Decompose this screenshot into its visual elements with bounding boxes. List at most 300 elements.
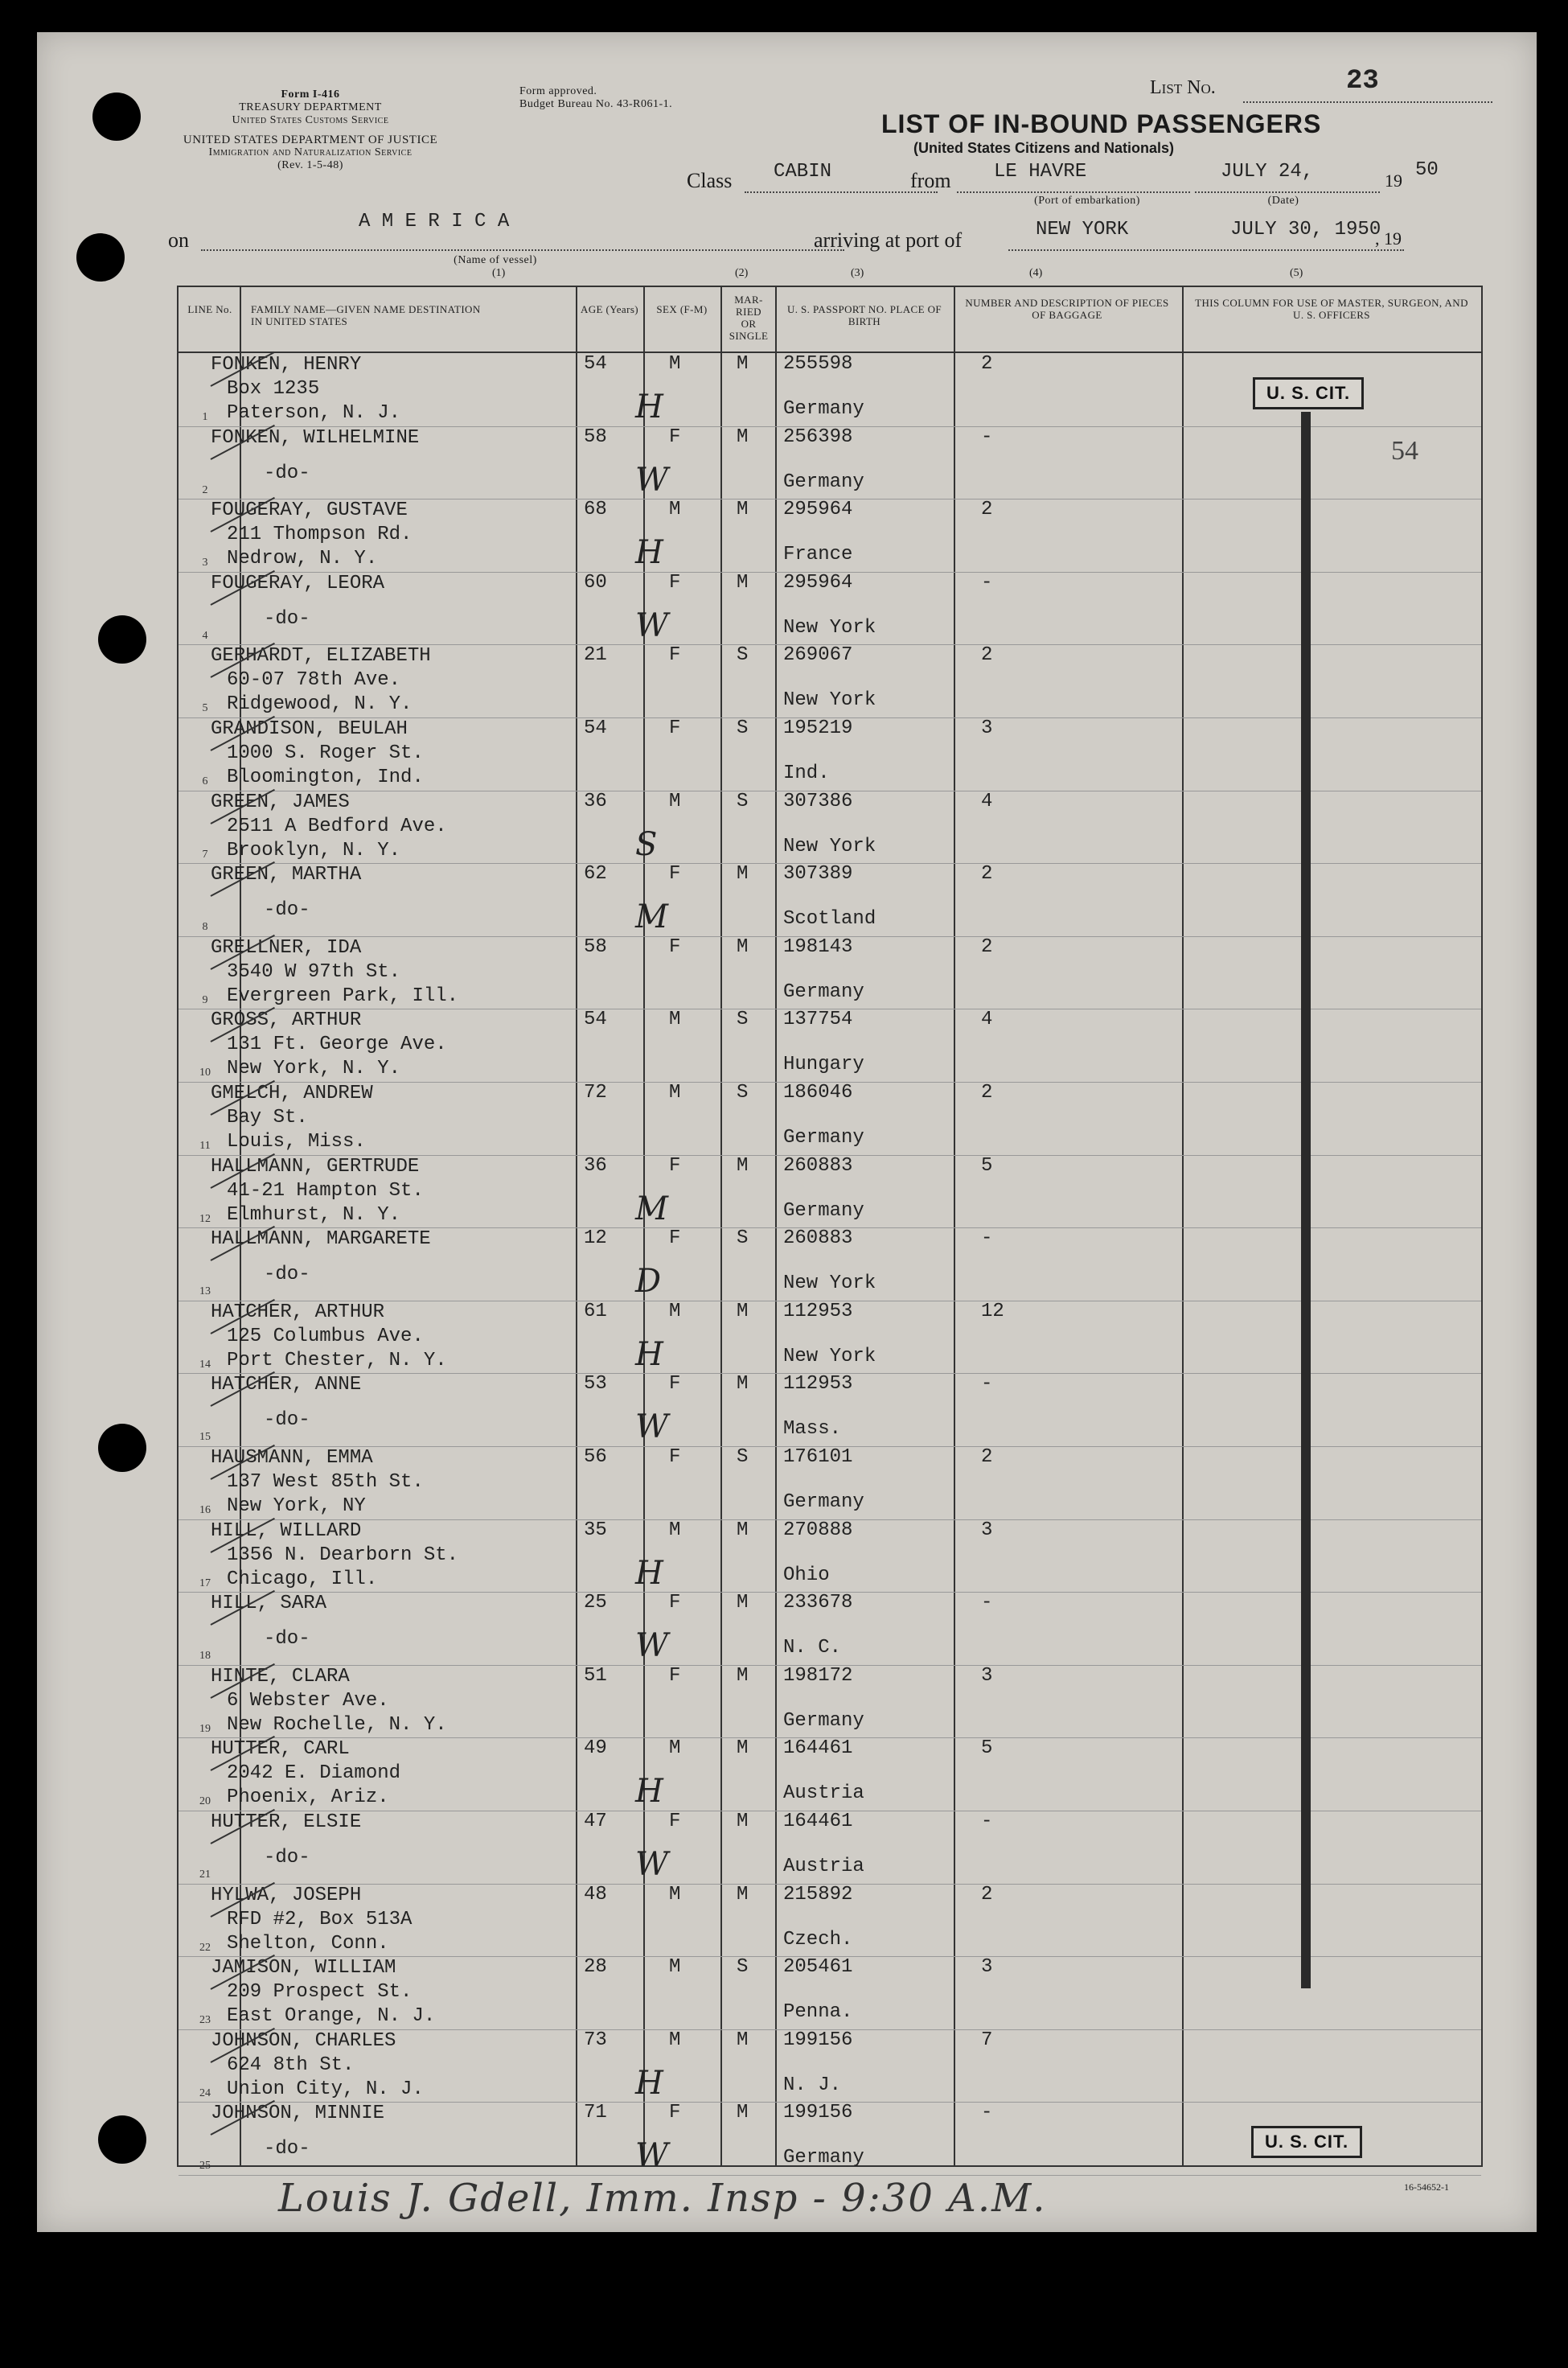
place-of-birth: New York xyxy=(783,616,876,639)
sex-value: F xyxy=(669,1227,681,1250)
place-of-birth: New York xyxy=(783,1272,876,1295)
passenger-name: GRANDISON, BEULAH xyxy=(211,718,408,740)
name-destination-cell xyxy=(191,1737,401,1810)
name-destination-cell xyxy=(191,791,447,863)
place-of-birth: Germany xyxy=(783,2147,864,2169)
name-destination-cell xyxy=(191,863,362,922)
line-number: 17 xyxy=(199,1577,211,1589)
place-of-birth: Germany xyxy=(783,1491,864,1513)
line-number: 2 xyxy=(202,483,208,496)
passenger-name: JAMISON, WILLIAM xyxy=(211,1957,396,1980)
passenger-row xyxy=(179,1519,1481,1593)
marital-status-value: M xyxy=(737,1883,749,1906)
baggage-count: 2 xyxy=(981,935,993,958)
passport-number: 295964 xyxy=(783,499,853,521)
sex-value: M xyxy=(669,2029,681,2051)
age-value: 68 xyxy=(584,499,607,521)
destination-line: Union City, N. J. xyxy=(227,2078,424,2100)
destination-line: 2042 E. Diamond xyxy=(227,1762,401,1785)
sex-value: M xyxy=(669,1519,681,1541)
passenger-name: HALLMANN, MARGARETE xyxy=(211,1228,431,1251)
col-head-age: AGE (Years) xyxy=(580,303,639,315)
destination-line: 137 West 85th St. xyxy=(227,1471,424,1493)
line-number: 19 xyxy=(199,1722,211,1735)
form-approved: Form approved. xyxy=(519,85,597,97)
col-head-name: FAMILY NAME—GIVEN NAME DESTINATION IN UNITED STATES xyxy=(251,303,481,327)
passport-number: 199156 xyxy=(783,2029,853,2051)
name-destination-cell xyxy=(191,936,459,1009)
inspector-signature: Louis J. Gdell, Imm. Insp - 9:30 A.M. xyxy=(278,2176,1047,2221)
col-head-baggage: NUMBER AND DESCRIPTION OF PIECES OF BAGGAGE xyxy=(965,297,1169,321)
col-num-1: (1) xyxy=(492,267,506,279)
passenger-name: GREEN, MARTHA xyxy=(211,864,362,886)
passenger-name: GMELCH, ANDREW xyxy=(211,1083,373,1104)
vessel-caption: (Name of vessel) xyxy=(454,254,537,266)
baggage-count: - xyxy=(981,2102,993,2124)
marital-status-value: S xyxy=(737,1956,749,1979)
passenger-name: GRELLNER, IDA xyxy=(211,936,362,959)
passenger-name: JOHNSON, CHARLES xyxy=(211,2029,396,2052)
class-label: Class xyxy=(687,169,733,192)
line-number: 4 xyxy=(202,629,208,642)
age-value: 71 xyxy=(584,2102,607,2124)
passport-number: 195219 xyxy=(783,717,853,739)
line-number: 9 xyxy=(202,993,208,1006)
age-value: 48 xyxy=(584,1883,607,1906)
age-value: 12 xyxy=(584,1227,607,1250)
destination-line: 2511 A Bedford Ave. xyxy=(227,815,447,837)
marital-status-value: M xyxy=(737,1811,749,1832)
name-destination-cell xyxy=(191,2029,424,2102)
name-destination-cell xyxy=(191,1592,327,1651)
list-no-value: 23 xyxy=(1346,66,1379,97)
place-of-birth: Germany xyxy=(783,980,864,1003)
destination-line: Port Chester, N. Y. xyxy=(227,1349,447,1371)
destination-line: Chicago, Ill. xyxy=(227,1568,378,1590)
destination-line: -do- xyxy=(264,1628,310,1651)
col-head-sex: SEX (F-M) xyxy=(656,303,708,315)
destination-line: 3540 W 97th St. xyxy=(227,960,401,983)
destination-line: -do- xyxy=(264,899,310,922)
passport-number: 295964 xyxy=(783,571,853,594)
line-number: 15 xyxy=(199,1431,211,1444)
date-caption: (Date) xyxy=(1267,195,1299,207)
port-embarkation-caption: (Port of embarkation) xyxy=(1034,195,1140,207)
dept-justice: UNITED STATES DEPARTMENT OF JUSTICE xyxy=(183,134,438,146)
baggage-count: 2 xyxy=(981,644,993,667)
place-of-birth: New York xyxy=(783,1345,876,1367)
from-label: from xyxy=(910,169,951,192)
passenger-row xyxy=(179,1227,1481,1301)
age-value: 58 xyxy=(584,935,607,958)
passenger-name: HILL, WILLARD xyxy=(211,1519,362,1542)
handwritten-mark: H xyxy=(635,1773,663,1811)
approval-block xyxy=(519,85,729,111)
list-no-label: List No. xyxy=(1150,77,1216,98)
sex-value: F xyxy=(669,1664,681,1687)
passport-number: 176101 xyxy=(783,1446,853,1468)
line-number: 7 xyxy=(202,848,208,861)
passenger-row xyxy=(179,1737,1481,1811)
baggage-count: 2 xyxy=(981,1446,993,1468)
passport-number: 307389 xyxy=(783,863,853,886)
col-num-2: (2) xyxy=(735,267,749,279)
col-head-passport: U. S. PASSPORT NO. PLACE OF BIRTH xyxy=(786,303,942,327)
baggage-count: 2 xyxy=(981,353,993,375)
destination-line: 60-07 78th Ave. xyxy=(227,669,401,692)
passenger-row xyxy=(179,936,1481,1010)
destination-line: New York, N. Y. xyxy=(227,1058,401,1080)
passport-number: 137754 xyxy=(783,1009,853,1031)
baggage-count: 4 xyxy=(981,790,993,812)
age-value: 28 xyxy=(584,1956,607,1979)
sex-value: F xyxy=(669,2102,681,2124)
handwritten-mark: H xyxy=(635,534,663,572)
age-value: 36 xyxy=(584,1154,607,1177)
baggage-count: 3 xyxy=(981,717,993,739)
destination-line: 6 Webster Ave. xyxy=(227,1689,389,1712)
destination-line: New Rochelle, N. Y. xyxy=(227,1713,447,1736)
baggage-count: - xyxy=(981,1811,993,1832)
passenger-name: HALLMANN, GERTRUDE xyxy=(211,1155,420,1178)
punch-hole xyxy=(98,615,146,664)
place-of-birth: Germany xyxy=(783,1709,864,1732)
age-value: 60 xyxy=(584,571,607,594)
destination-line: Brooklyn, N. Y. xyxy=(227,839,401,861)
age-value: 47 xyxy=(584,1811,607,1832)
place-of-birth: New York xyxy=(783,689,876,712)
age-value: 73 xyxy=(584,2029,607,2051)
passport-number: 270888 xyxy=(783,1519,853,1541)
name-destination-cell xyxy=(191,717,424,790)
passenger-name: GREEN, JAMES xyxy=(211,791,350,813)
age-value: 25 xyxy=(584,1592,607,1614)
name-destination-cell xyxy=(191,1301,447,1373)
name-destination-cell xyxy=(191,1956,436,2029)
destination-line: Bloomington, Ind. xyxy=(227,767,424,788)
sex-value: F xyxy=(669,1811,681,1832)
sex-value: M xyxy=(669,790,681,812)
marital-status-value: S xyxy=(737,790,749,812)
passport-number: 215892 xyxy=(783,1883,853,1906)
destination-line: Paterson, N. J. xyxy=(227,402,401,424)
baggage-count: 7 xyxy=(981,2029,993,2051)
arrival-date: JULY 30, 1950 xyxy=(1230,219,1381,240)
marital-status-value: M xyxy=(737,1737,749,1760)
from-line xyxy=(957,191,1190,193)
place-of-birth: Austria xyxy=(783,1782,864,1805)
punch-hole xyxy=(98,1424,146,1472)
place-of-birth: Hungary xyxy=(783,1054,864,1076)
passport-number: 198143 xyxy=(783,935,853,958)
baggage-count: - xyxy=(981,426,993,448)
class-line xyxy=(745,191,938,193)
destination-line: Shelton, Conn. xyxy=(227,1932,389,1955)
punch-hole xyxy=(76,233,125,282)
col-num-3: (3) xyxy=(851,267,864,279)
sex-value: F xyxy=(669,863,681,886)
passenger-row xyxy=(179,644,1481,718)
place-of-birth: Ind. xyxy=(783,763,830,784)
age-value: 54 xyxy=(584,717,607,739)
handwritten-mark: H xyxy=(635,2064,663,2102)
on-label: on xyxy=(168,228,189,252)
name-destination-cell xyxy=(191,1155,424,1227)
place-of-birth: Austria xyxy=(783,1856,864,1877)
line-number: 11 xyxy=(199,1140,211,1152)
place-of-birth: Scotland xyxy=(783,908,876,931)
form-code: 16-54652-1 xyxy=(1404,2181,1449,2193)
destination-line: Phoenix, Ariz. xyxy=(227,1786,389,1809)
passenger-table xyxy=(177,286,1483,2175)
baggage-count: - xyxy=(981,571,993,594)
marital-status-value: M xyxy=(737,426,749,448)
place-of-birth: Germany xyxy=(783,398,864,420)
passenger-name: HATCHER, ANNE xyxy=(211,1374,362,1396)
destination-line: Ridgewood, N. Y. xyxy=(227,693,413,716)
age-value: 54 xyxy=(584,353,607,375)
handwritten-mark: W xyxy=(635,1846,669,1883)
destination-line: Elmhurst, N. Y. xyxy=(227,1203,401,1226)
sex-value: F xyxy=(669,1592,681,1614)
name-destination-cell xyxy=(191,426,420,484)
sex-value: M xyxy=(669,353,681,375)
name-destination-cell xyxy=(191,1811,362,1868)
age-value: 36 xyxy=(584,790,607,812)
form-number: Form I-416 xyxy=(281,88,340,101)
baggage-count: 2 xyxy=(981,499,993,521)
sex-value: F xyxy=(669,571,681,594)
marital-status-value: S xyxy=(737,717,749,739)
age-value: 49 xyxy=(584,1737,607,1760)
line-number: 20 xyxy=(199,1795,211,1808)
marital-status-value: M xyxy=(737,1373,749,1396)
handwritten-mark: M xyxy=(635,1190,668,1227)
page-subtitle: (United States Citizens and Nationals) xyxy=(913,140,1175,156)
destination-line: -do- xyxy=(264,1264,310,1286)
dept-treasury-sub: United States Customs Service xyxy=(232,114,389,126)
line-number: 18 xyxy=(199,1650,211,1663)
place-of-birth: Mass. xyxy=(783,1418,842,1441)
destination-line: New York, NY xyxy=(227,1495,366,1517)
marital-status-value: M xyxy=(737,353,749,375)
passport-number: 307386 xyxy=(783,790,853,812)
col-head-married: MAR-RIED OR SINGLE xyxy=(729,294,769,342)
passenger-name: HUTTER, CARL xyxy=(211,1738,350,1761)
age-value: 72 xyxy=(584,1082,607,1104)
passport-number: 260883 xyxy=(783,1227,853,1250)
destination-line: Louis, Miss. xyxy=(227,1131,366,1153)
officer-column-bracket xyxy=(1301,412,1311,1988)
passport-number: 112953 xyxy=(783,1373,853,1396)
passenger-name: FONKEN, WILHELMINE xyxy=(211,426,420,449)
line-number: 25 xyxy=(199,2160,211,2173)
destination-line: 1356 N. Dearborn St. xyxy=(227,1544,459,1566)
marital-status-value: M xyxy=(737,1300,749,1322)
col-head-line: LINE No. xyxy=(187,303,232,315)
sex-value: F xyxy=(669,1154,681,1177)
passport-number: 164461 xyxy=(783,1737,853,1760)
destination-line: Nedrow, N. Y. xyxy=(227,548,378,570)
marital-status-value: M xyxy=(737,499,749,521)
destination-line: Box 1235 xyxy=(227,378,320,400)
baggage-count: 12 xyxy=(981,1300,1004,1322)
arrival-year-prefix: , 19 xyxy=(1375,228,1402,249)
passenger-list-page xyxy=(37,32,1537,2232)
baggage-count: - xyxy=(981,1373,993,1396)
passenger-row xyxy=(179,1592,1481,1666)
baggage-count: 3 xyxy=(981,1956,993,1979)
baggage-count: 3 xyxy=(981,1519,993,1541)
line-number: 12 xyxy=(199,1212,211,1225)
age-value: 51 xyxy=(584,1664,607,1687)
dept-treasury: TREASURY DEPARTMENT xyxy=(239,101,382,113)
destination-line: East Orange, N. J. xyxy=(227,2005,436,2028)
place-of-birth: N. J. xyxy=(783,2074,842,2096)
passport-number: 164461 xyxy=(783,1811,853,1832)
passenger-name: FOUGERAY, GUSTAVE xyxy=(211,500,408,522)
class-value: CABIN xyxy=(774,161,832,183)
form-agency-block xyxy=(150,88,471,127)
age-value: 61 xyxy=(584,1300,607,1322)
age-value: 54 xyxy=(584,1009,607,1031)
destination-line: 211 Thompson Rd. xyxy=(227,524,413,546)
handwritten-mark: M xyxy=(635,898,668,936)
age-value: 58 xyxy=(584,426,607,448)
passenger-row xyxy=(179,1446,1481,1520)
age-value: 21 xyxy=(584,644,607,667)
place-of-birth: New York xyxy=(783,835,876,857)
name-destination-cell xyxy=(191,2102,385,2160)
age-value: 62 xyxy=(584,863,607,886)
place-of-birth: Penna. xyxy=(783,2001,853,2024)
passenger-row xyxy=(179,1956,1481,2030)
line-number: 5 xyxy=(202,702,208,715)
baggage-count: - xyxy=(981,1592,993,1614)
name-destination-cell xyxy=(191,1373,362,1432)
marital-status-value: M xyxy=(737,1519,749,1541)
line-number: 3 xyxy=(202,557,208,569)
sex-value: M xyxy=(669,1009,681,1031)
place-of-birth: Germany xyxy=(783,1199,864,1222)
margin-note: 54 xyxy=(1391,436,1418,466)
baggage-count: 4 xyxy=(981,1009,993,1031)
passport-number: 256398 xyxy=(783,426,853,448)
marital-status-value: S xyxy=(737,1009,749,1031)
handwritten-mark: W xyxy=(635,1627,669,1665)
baggage-count: 5 xyxy=(981,1154,993,1177)
destination-line: -do- xyxy=(264,607,310,630)
handwritten-mark: D xyxy=(635,1263,662,1301)
list-no-line xyxy=(1243,101,1492,103)
baggage-count: - xyxy=(981,1227,993,1250)
line-number: 23 xyxy=(199,2014,211,2027)
passenger-row xyxy=(179,1884,1481,1958)
place-of-birth: Germany xyxy=(783,1127,864,1149)
passenger-name: HUTTER, ELSIE xyxy=(211,1811,362,1833)
marital-status-value: M xyxy=(737,1592,749,1614)
line-number: 16 xyxy=(199,1504,211,1516)
passport-number: 199156 xyxy=(783,2102,853,2124)
line-number: 22 xyxy=(199,1941,211,1954)
marital-status-value: M xyxy=(737,935,749,958)
passenger-row xyxy=(179,1301,1481,1375)
year-prefix: 19 xyxy=(1385,171,1402,191)
vessel-name: A M E R I C A xyxy=(359,211,510,232)
passenger-name: HILL, SARA xyxy=(211,1593,327,1615)
us-cit-stamp-bottom: U. S. CIT. xyxy=(1251,2126,1362,2158)
name-destination-cell xyxy=(191,1446,424,1519)
destination-line: RFD #2, Box 513A xyxy=(227,1908,413,1930)
passenger-row xyxy=(179,717,1481,791)
destination-line: Bay St. xyxy=(227,1107,308,1128)
passenger-name: HINTE, CLARA xyxy=(211,1665,350,1688)
vessel-line xyxy=(201,249,844,251)
passenger-row xyxy=(179,2029,1481,2103)
handwritten-mark: W xyxy=(635,1408,669,1446)
line-number: 14 xyxy=(199,1358,211,1371)
us-cit-stamp-top: U. S. CIT. xyxy=(1253,377,1364,409)
passport-number: 186046 xyxy=(783,1082,853,1104)
line-number: 6 xyxy=(202,775,208,787)
destination-line: -do- xyxy=(264,1409,310,1432)
date-line xyxy=(1195,191,1380,193)
col-head-officers: THIS COLUMN FOR USE OF MASTER, SURGEON, AND U. S. OFFICERS xyxy=(1195,297,1468,321)
line-number: 8 xyxy=(202,921,208,934)
col-num-5: (5) xyxy=(1290,267,1303,279)
passenger-row xyxy=(179,1082,1481,1156)
passport-number: 198172 xyxy=(783,1664,853,1687)
marital-status-value: S xyxy=(737,644,749,667)
sex-value: F xyxy=(669,1373,681,1396)
line-number: 1 xyxy=(202,411,208,423)
name-destination-cell xyxy=(191,1082,373,1154)
destination-line: -do- xyxy=(264,2138,310,2160)
handwritten-mark: S xyxy=(635,825,658,863)
passenger-name: FONKEN, HENRY xyxy=(211,354,362,376)
dept-justice-sub: Immigration and Naturalization Service xyxy=(208,146,413,158)
budget-bureau: Budget Bureau No. 43-R061-1. xyxy=(519,98,673,110)
place-of-birth: Czech. xyxy=(783,1928,853,1951)
place-of-birth: Ohio xyxy=(783,1564,830,1586)
baggage-count: 2 xyxy=(981,863,993,886)
sex-value: M xyxy=(669,1300,681,1322)
justice-block xyxy=(150,134,471,172)
baggage-count: 5 xyxy=(981,1737,993,1760)
line-number: 10 xyxy=(199,1067,211,1079)
passport-number: 255598 xyxy=(783,353,853,375)
passenger-row xyxy=(179,1009,1481,1083)
passenger-name: GERHARDT, ELIZABETH xyxy=(211,645,431,668)
place-of-birth: N. C. xyxy=(783,1637,842,1659)
destination-line: 131 Ft. George Ave. xyxy=(227,1034,447,1056)
revision: (Rev. 1-5-48) xyxy=(277,159,343,171)
passenger-name: HATCHER, ARTHUR xyxy=(211,1301,385,1323)
passenger-name: GROSS, ARTHUR xyxy=(211,1009,362,1032)
handwritten-mark: W xyxy=(635,2137,669,2175)
sex-value: F xyxy=(669,426,681,448)
passport-number: 233678 xyxy=(783,1592,853,1614)
place-of-birth: Germany xyxy=(783,471,864,493)
sex-value: M xyxy=(669,1956,681,1979)
line-number: 13 xyxy=(199,1285,211,1298)
age-value: 53 xyxy=(584,1373,607,1396)
departure-date: JULY 24, xyxy=(1221,161,1314,183)
passenger-row xyxy=(179,863,1481,937)
name-destination-cell xyxy=(191,1519,459,1592)
arrival-port: NEW YORK xyxy=(1036,219,1129,240)
sex-value: M xyxy=(669,1082,681,1104)
